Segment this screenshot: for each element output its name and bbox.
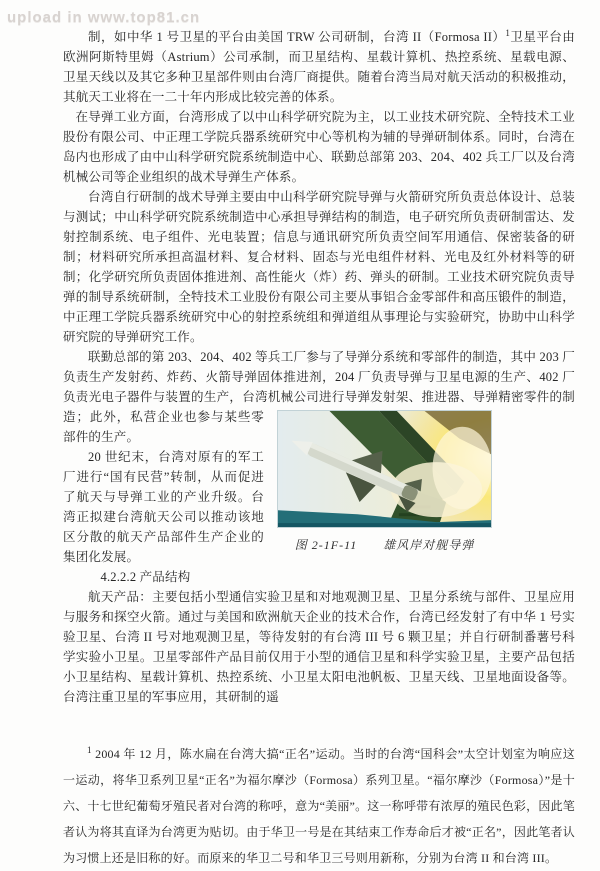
footnote-reference-mark: 1 (505, 27, 511, 38)
figure-caption: 图 2-1F-11 雄风岸对舰导弹 (294, 538, 475, 552)
footnote-number: 1 (87, 745, 92, 755)
paragraph-4-text-b: 制造；此外，私营企业也参与某些零部件的生产。 (63, 390, 575, 444)
paragraph-6: 航天产品：主要包括小型通信实验卫星和对地观测卫星、卫星分系统与部件、卫星应用与服务和探空火箭。通过与美国和欧洲航天企业的技术合作，台湾已经发射了有中华 1 号实验卫星、台湾 II 号对地观测卫星，等待发射的有台湾 III 号 6 颗卫星；并自行研制番薯号科学实验小卫星。卫星零部件产品目前仅用于小型的通信卫星和科学实验卫星，主要产品包括小卫星结构、星载计算机、热控系统、小卫星太阳电池帆板、卫星天线、卫星地面设备等。台湾注重卫星的军事应用，其研制的遥 (63, 590, 575, 704)
paragraph-1 (63, 27, 575, 107)
footnote (63, 741, 575, 871)
footnote-text: 2004 年 12 月，陈水扁在台湾大搞“正名”运动。当时的台湾“国科会”太空计划室为响应这一运动，将华卫系列卫星“正名”为福尔摩沙（Formosa）系列卫星。“福尔摩沙（Formosa）”是十六、十七世纪葡萄牙殖民者对台湾的称呼，意为“美丽”。这一称呼带有浓厚的殖民色彩，因此笔者认为将其直译为台湾更为贴切。由于华卫一号是在其结束工作寿命后才被“正名”，因此笔者认为习惯上还是旧称的好。而原来的华卫二号和华卫三号则用新称，分别为台湾 II 和台湾 III。 (63, 747, 575, 865)
missile-launch-photo (277, 410, 492, 528)
figure-block (277, 410, 492, 555)
missile-photo-art (278, 411, 491, 527)
paragraph-1-text-a: 制，如中华 1 号卫星的平台由美国 TRW 公司研制，台湾 II（Formosa II） (88, 30, 506, 44)
paragraph-5: 20 世纪末，台湾对原有的军工厂进行“国有民营”转制，从而促进了航天与导弹工业的产业升级。台湾正拟建台湾航天公司以推动该地区分散的航天产品部件生产企业的集团化发展。 (63, 450, 264, 564)
paragraph-2: 在导弹工业方面，台湾形成了以中山科学研究院为主，以工业技术研究院、全特技术工业股份有限公司、中正理工学院兵器系统研究中心等机构为辅的导弹研制体系。同时，台湾在岛内也形成了由中山科学研究院系统制造中心、联勤总部第 203、204、402 兵工厂以及台湾机械公司等企业组织的战术导弹生产体系。 (63, 110, 575, 184)
watermark-top: upload in www.top81.cn (7, 9, 201, 26)
paragraph-4-text-a: 联勤总部的第 203、204、402 等兵工厂参与了导弹分系统和零部件的制造，其中 203 厂负责生产发射药、炸药、火箭导弹固体推进剂，204 厂负责导弹与卫星电源的生产、402 厂负责光电子器件与装置的生产，台湾机械公司进行导弹发射架、推进器、导弹精密零件的 (63, 350, 575, 404)
paragraph-3: 台湾自行研制的战术导弹主要由中山科学研究院导弹与火箭研究所负责总体设计、总装与测试；中山科学研究院系统制造中心承担导弹结构的制造，电子研究所负责研制雷达、发射控制系统、电子组件、光电装置；信息与通讯研究所负责空间军用通信、保密装备的研制；材料研究所承担高温材料、复合材料、固态与光电组件材料、光电及红外材料等的研制；化学研究所负责固体推进剂、高性能火（炸）药、弹头的研制。工业技术研究院负责导弹的制导系统研制，全特技术工业股份有限公司主要从事铝合金零部件和高压锻件的制造，中正理工学院兵器系统研究中心的射控系统组和弹道组从事理论与实验研究，协助中山科学研究院的导弹研究工作。 (63, 190, 575, 344)
paragraph-1-text-b: 卫星平台由欧洲阿斯特里姆（Astrium）公司承制，而卫星结构、星载计算机、热控系统、星载电源、卫星天线以及其它多种卫星部件则由台湾厂商提供。随着台湾当局对航天活动的积极推动，其航天工业将在一二十年内形成比较完善的体系。 (63, 30, 575, 104)
document-page (63, 27, 575, 871)
section-heading: 4.2.2.2 产品结构 (100, 570, 191, 584)
